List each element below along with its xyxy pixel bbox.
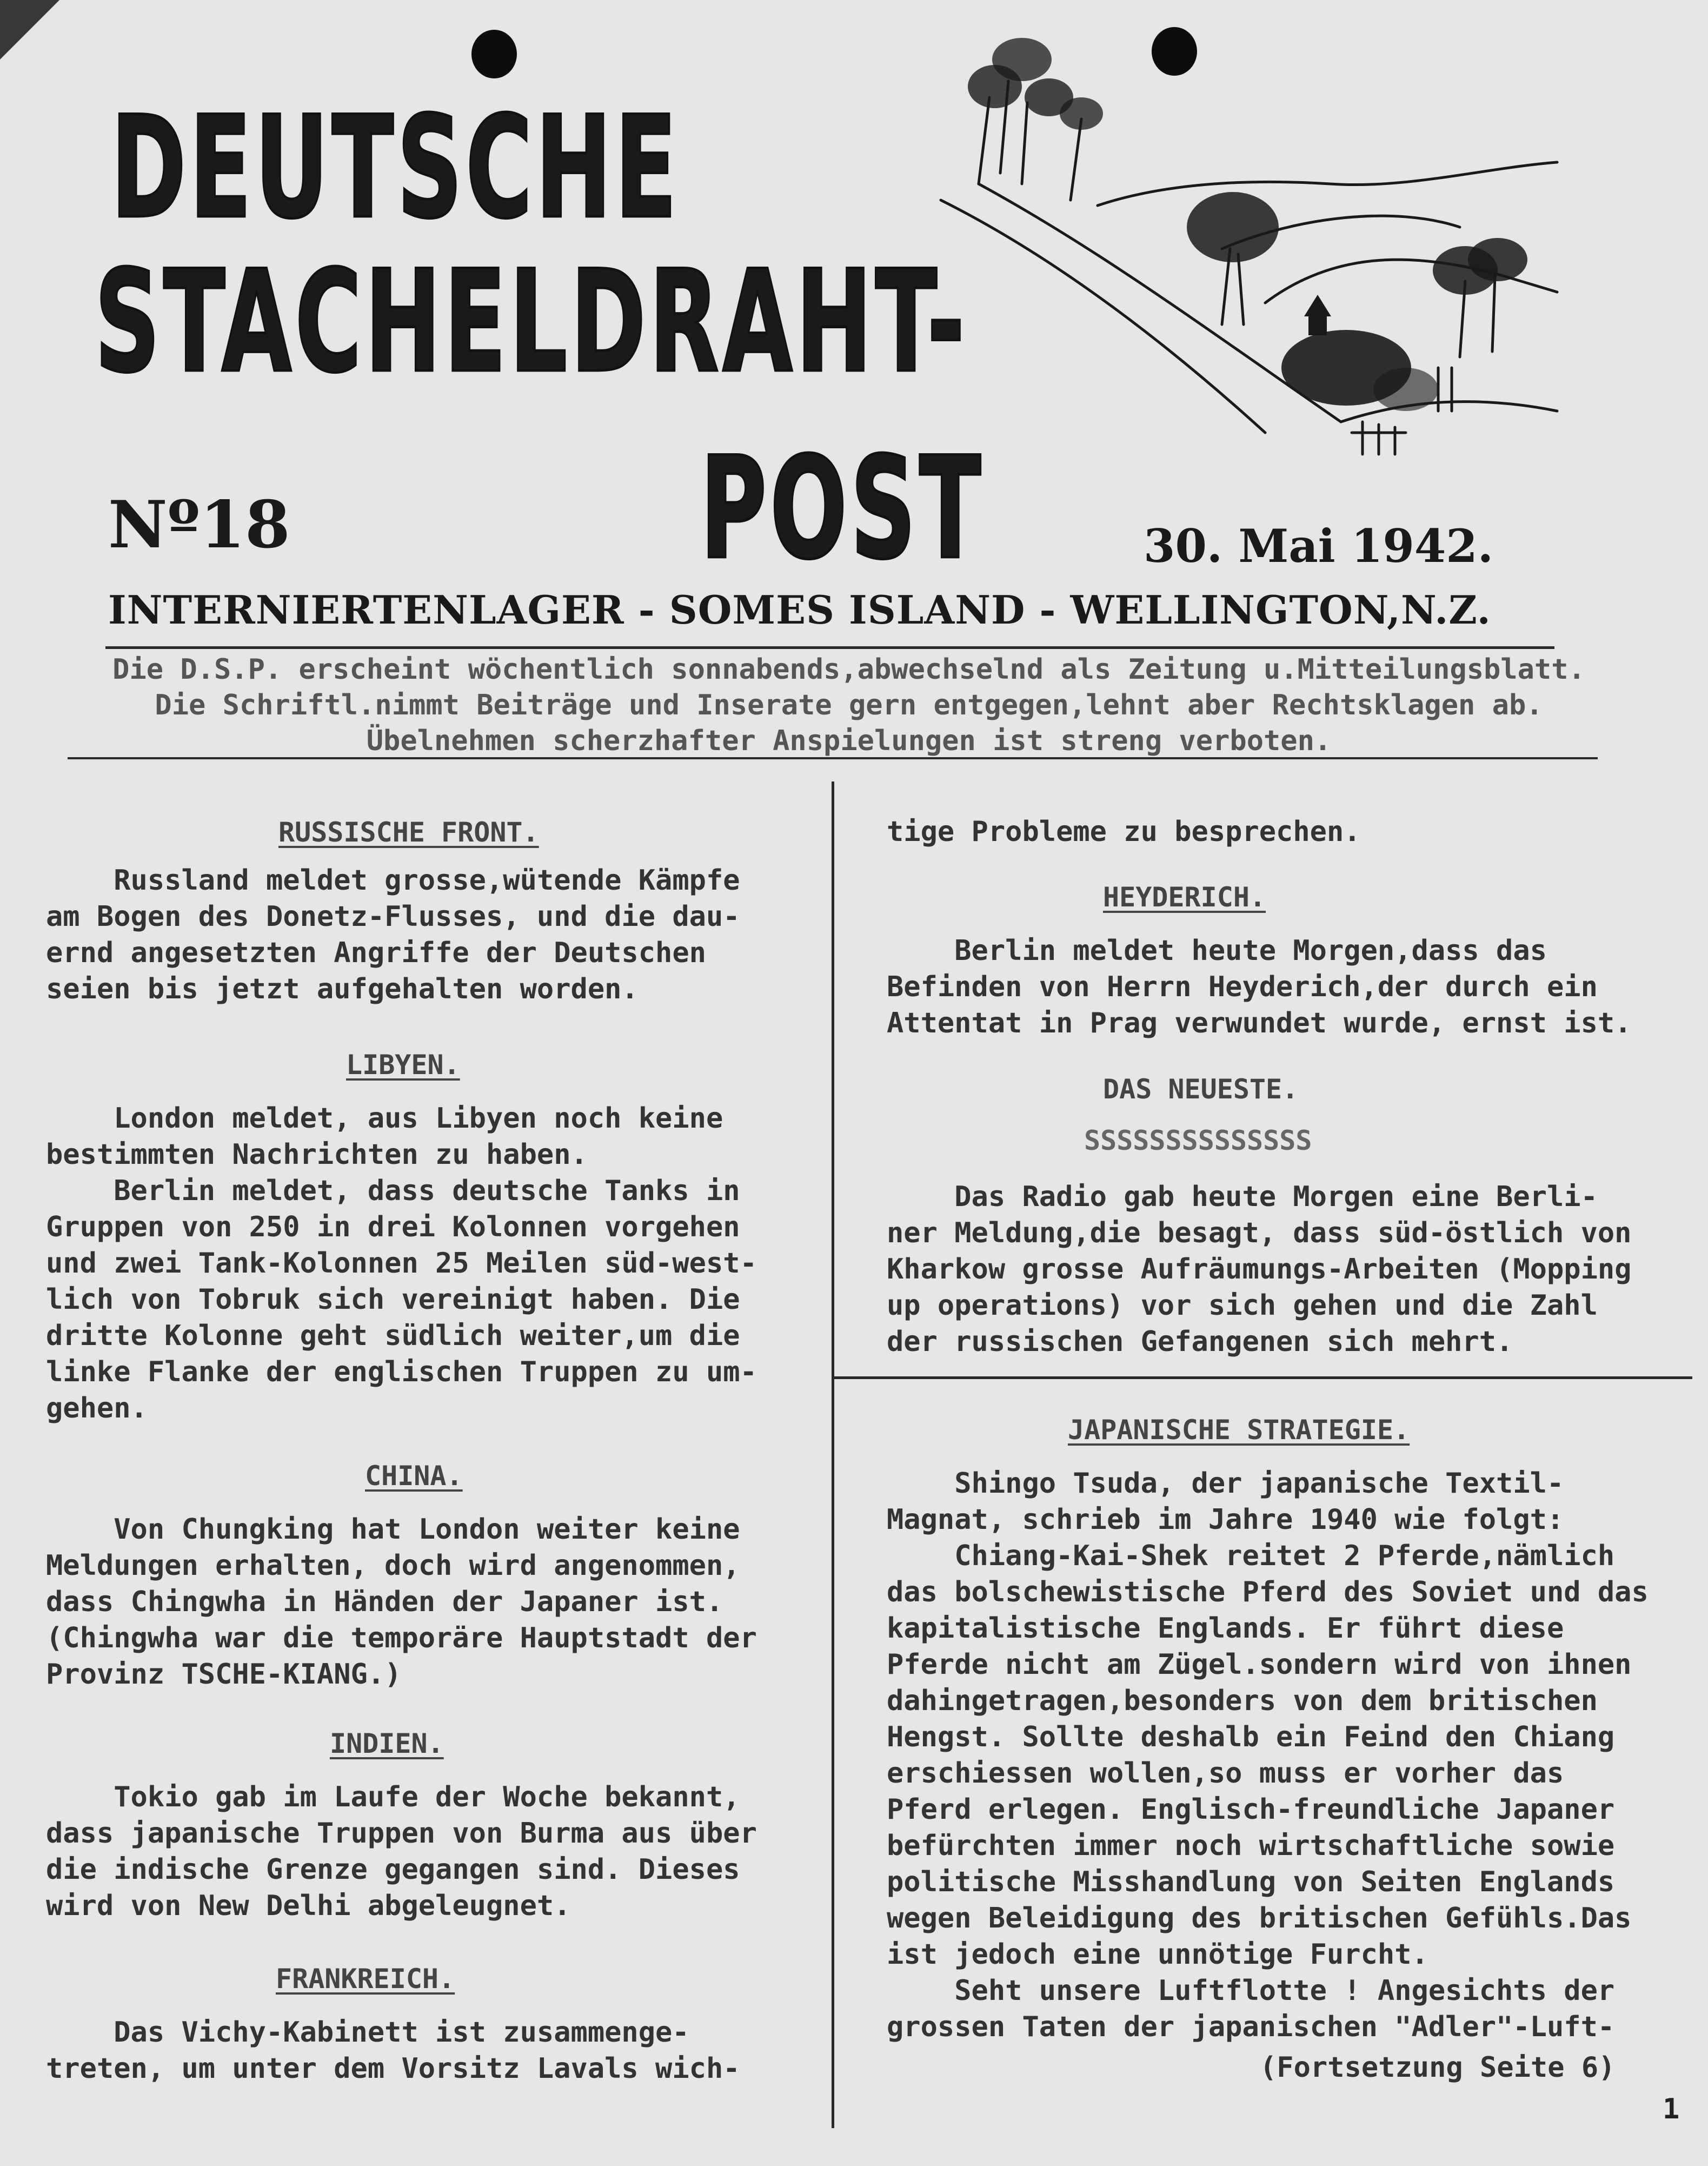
location-line: INTERNIERTENLAGER - SOMES ISLAND - WELLINGTON,N.Z. <box>108 587 1491 633</box>
article-frankreich-continued: tige Probleme zu besprechen. <box>887 816 1361 848</box>
masthead-line2: STACHELDRAHT- <box>95 240 968 405</box>
notice-line-1: Die D.S.P. erscheint wöchentlich sonnabends,abwechselnd als Zeitung u.Mitteilungsblatt. <box>112 653 1585 686</box>
masthead-line1: DEUTSCHE <box>111 85 680 250</box>
article-china: Von Chungking hat London weiter keine Meldungen erhalten, doch wird angenommen, dass Chingwha in Händen der Japaner ist. (Chingwha war die temporäre Hauptstadt der Provinz TSCHE-KIANG.) <box>46 1513 757 1691</box>
heading-china: CHINA. <box>365 1460 463 1492</box>
right-column-rule <box>833 1376 1692 1379</box>
heading-libyen: LIBYEN. <box>346 1049 460 1081</box>
article-heyderich: Berlin meldet heute Morgen,dass das Befinden von Herrn Heyderich,der durch ein Attentat in Prag verwundet wurde, ernst ist. <box>887 935 1632 1039</box>
masthead-line3: POST <box>700 426 985 591</box>
article-japanische-strategie: Shingo Tsuda, der japanische Textil- Magnat, schrieb im Jahre 1940 wie folgt: Chiang-Kai-Shek reitet 2 Pferde,nämlich das bolschewistische Pferd des Soviet und das kapitalistische Englands. Er führt diese Pferde nicht am Zügel.sondern wird von ihnen dahingetragen,besonders von dem britischen Hengst. Sollte deshalb ein Feind den Chiang erschiessen wollen,so muss er vorher das Pferd erlegen. Englisch-freundliche Japaner befürchten immer noch wirtschaftliche sowie politische Misshandlung von Seiten Englands wegen Beleidigung des britischen Gefühls.Das ist jedoch eine unnötige Furcht. Seht unsere Luftflotte ! Angesichts der grossen Taten der japanischen "Adler"-Luft- <box>887 1467 1649 2043</box>
punch-hole-left <box>471 30 517 78</box>
issue-number: Nº18 <box>108 487 290 563</box>
page-number: 1 <box>1663 2093 1680 2125</box>
heading-indien: INDIEN. <box>330 1728 444 1759</box>
notice-rule <box>68 757 1598 759</box>
heading-underline-marks: SSSSSSSSSSSSSS <box>1084 1125 1312 1156</box>
article-indien: Tokio gab im Laufe der Woche bekannt, dass japanische Truppen von Burma aus über die indische Grenze gegangen sind. Dieses wird von New Delhi abgeleugnet. <box>46 1781 757 1922</box>
article-russische-front: Russland meldet grosse,wütende Kämpfe am Bogen des Donetz-Flusses, und die dau- ernd angesetzten Angriffe der Deutschen seien bis jetzt aufgehalten worden. <box>46 864 740 1005</box>
heading-japanische-strategie: JAPANISCHE STRATEGIE. <box>1068 1414 1410 1446</box>
column-divider <box>832 781 834 2128</box>
heading-heyderich: HEYDERICH. <box>1103 882 1266 913</box>
continuation-note: (Fortsetzung Seite 6) <box>1260 2051 1616 2084</box>
issue-date: 30. Mai 1942. <box>1144 519 1493 573</box>
heading-das-neueste: DAS NEUESTE. <box>1103 1074 1299 1105</box>
article-das-neueste: Das Radio gab heute Morgen eine Berli- ner Meldung,die besagt, dass süd-östlich von Kharkow grosse Aufräumungs-Arbeiten (Mopping up operations) vor sich gehen und die Zahl der russischen Gefangenen sich mehrt. <box>887 1181 1632 1358</box>
torn-corner <box>0 0 59 59</box>
article-frankreich: Das Vichy-Kabinett ist zusammenge- treten, um unter dem Vorsitz Lavals wich- <box>46 2016 740 2085</box>
masthead-rule <box>105 646 1554 649</box>
heading-russische-front: RUSSISCHE FRONT. <box>278 817 539 848</box>
heading-frankreich: FRANKREICH. <box>276 1963 455 1995</box>
landscape-illustration <box>919 22 1568 465</box>
article-libyen: London meldet, aus Libyen noch keine bestimmten Nachrichten zu haben. Berlin meldet, dass deutsche Tanks in Gruppen von 250 in drei Kolonnen vorgehen und zwei Tank-Kolonnen 25 Meilen süd-west- lich von Tobruk sich vereinigt haben. Die dritte Kolonne geht südlich weiter,um die linke Flanke der englischen Truppen zu um- gehen. <box>46 1102 757 1425</box>
notice-line-2: Die Schriftl.nimmt Beiträge und Inserate gern entgegen,lehnt aber Rechtsklagen ab. <box>155 689 1543 721</box>
notice-line-3: Übelnehmen scherzhafter Anspielungen ist streng verboten. <box>366 725 1332 757</box>
